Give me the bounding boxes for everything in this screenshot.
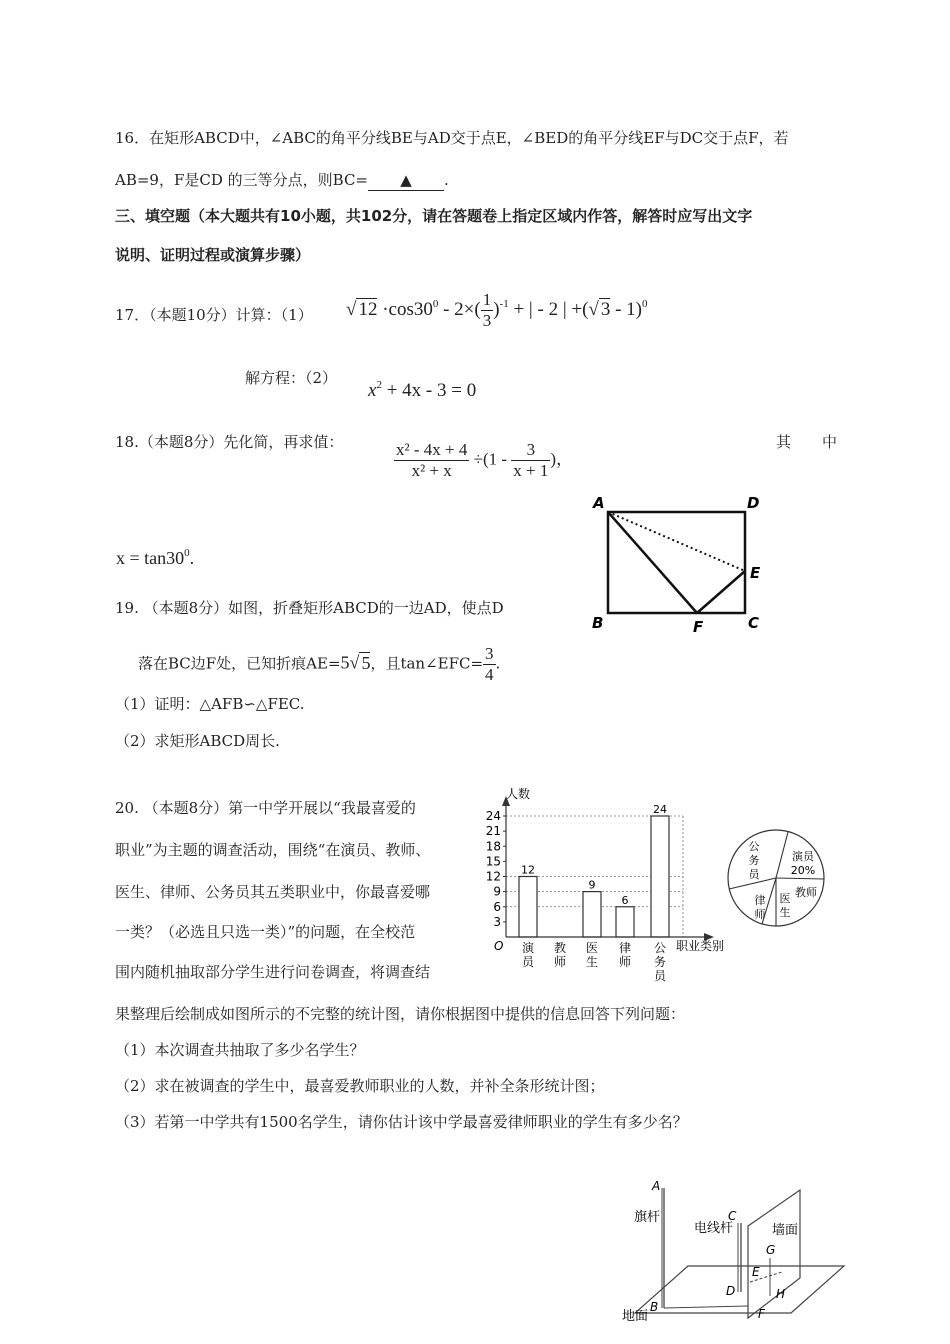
- q18-value: [116, 548, 194, 569]
- bar-value-label: 24: [653, 803, 667, 816]
- category-label: 演: [521, 941, 535, 955]
- pie-label-gongwuyuan-3: 员: [748, 868, 760, 881]
- label-a: A: [593, 494, 605, 512]
- q19-ae-value: 5√ 5: [340, 652, 371, 673]
- label-d: D: [747, 494, 760, 512]
- q18-num: x² - 4x + 4: [396, 440, 468, 459]
- bar-chart: [478, 784, 740, 984]
- segment-af: [608, 512, 697, 613]
- q19-line2-mid: ，且tan∠EFC=: [370, 654, 484, 673]
- q18-close: ): [550, 449, 557, 469]
- q17-sqrt3: 3: [600, 298, 611, 320]
- category-label: 公: [653, 941, 667, 955]
- q18-inner-fraction: [511, 440, 550, 481]
- q18-main-fraction: [394, 440, 469, 481]
- category-label: 教: [553, 941, 567, 955]
- q17-exp-neg1: -1: [499, 297, 509, 310]
- q16-line1: 16．在矩形ABCD中，∠ABC的角平分线BE与AD交于点E，∠BED的角平分线EF与DC交于点F，若: [115, 129, 789, 147]
- q19-line2-pre: 落在BC边F处，已知折痕AE=: [138, 654, 341, 673]
- q18-qi: 其: [776, 433, 792, 451]
- category-label: 生: [585, 955, 599, 969]
- wall-label: 墙面: [772, 1223, 799, 1238]
- q17-label: 17．（本题10分）计算：（1）: [115, 306, 313, 324]
- label-e-fig2: E: [752, 1265, 760, 1279]
- label-d-fig2: D: [726, 1284, 736, 1298]
- shadow-line-bf: [664, 1306, 748, 1308]
- q17-frac-den: 3: [482, 311, 492, 330]
- q20-line-5: 围内随机抽取部分学生进行问卷调查，将调查结: [115, 963, 431, 981]
- q17-fraction: [481, 290, 494, 331]
- bar-4: [616, 907, 634, 937]
- category-label: 师: [618, 955, 632, 969]
- ytick-label: 6: [493, 899, 501, 914]
- answer-blank: [368, 170, 444, 191]
- label-h-fig2: H: [776, 1287, 786, 1301]
- q16-line2: [115, 170, 449, 191]
- segment-fe: [697, 571, 745, 613]
- q20-line-1: 20. （本题8分）第一中学开展以“我最喜爱的: [115, 799, 416, 817]
- q20-sub2: （2）求在被调查的学生中，最喜爱教师职业的人数，并补全条形统计图；: [115, 1077, 605, 1095]
- bar-value-label: 6: [621, 893, 629, 907]
- ytick-label: 18: [485, 839, 501, 854]
- q18-inner-den: x + 1: [513, 461, 549, 480]
- q18-comma: ，: [556, 449, 574, 469]
- category-label: 医: [585, 941, 599, 955]
- segment-ae-dotted: [608, 512, 745, 571]
- q17-abs: + | - 2 | +(: [513, 298, 589, 320]
- q17-exp0: 0: [642, 297, 648, 310]
- pie-label-percent: 20%: [790, 864, 816, 877]
- category-label: 律: [618, 941, 632, 955]
- section3-heading-line2: 说明、证明过程或演算步骤）: [115, 246, 311, 264]
- category-label: 务: [653, 955, 667, 969]
- origin-label: O: [494, 939, 504, 953]
- q19-ae-coef: 5: [340, 652, 350, 673]
- pie-label-jiaoshi: 教师: [795, 886, 817, 899]
- category-label: 师: [553, 955, 567, 969]
- pole-label: 电线杆: [694, 1221, 734, 1236]
- q19-line1: 19. （本题8分）如图，折叠矩形ABCD的一边AD，使点D: [115, 599, 504, 617]
- q17-eq-rest: + 4x - 3 = 0: [386, 380, 477, 401]
- q18-expression: [394, 440, 573, 481]
- category-label: 员: [653, 969, 667, 983]
- label-f: F: [693, 618, 704, 632]
- q16-period: .: [444, 171, 449, 189]
- pie-label-yisheng-1: 医: [779, 892, 791, 905]
- ytick-label: 9: [493, 884, 501, 899]
- q18-label: 18.（本题8分）先化简，再求值：: [115, 433, 344, 451]
- q17-eq-x: x: [368, 380, 377, 401]
- q19-tan-den: 4: [485, 665, 494, 684]
- pie-label-gongwuyuan-1: 公: [748, 840, 760, 853]
- bar-value-label: 12: [521, 863, 535, 877]
- label-e: E: [750, 564, 761, 582]
- label-f-fig2: F: [758, 1307, 765, 1321]
- q17-frac-num: 1: [482, 290, 492, 309]
- q17-eq-sq: 2: [376, 379, 382, 391]
- q20-line-6: 果整理后绘制成如图所示的不完整的统计图，请你根据图中提供的信息回答下列问题：: [115, 1005, 686, 1023]
- category-label: 员: [521, 955, 535, 969]
- label-b: B: [592, 614, 604, 632]
- q20-line-4: 一类？（必选且只选一类）”的问题，在全校范: [115, 923, 416, 941]
- bar-1: [519, 877, 537, 938]
- flagpole-figure: [600, 1168, 850, 1340]
- ytick-label: 15: [485, 854, 501, 869]
- ytick-label: 12: [485, 869, 501, 884]
- label-b-fig2: B: [650, 1300, 659, 1314]
- pie-chart: [724, 826, 828, 930]
- bar-3: [583, 892, 601, 937]
- x-axis-label: 职业类别: [676, 939, 725, 953]
- label-c: C: [748, 614, 760, 632]
- ytick-label: 3: [493, 914, 501, 929]
- q19-rectangle-figure: [585, 492, 775, 632]
- q19-sub2: （2）求矩形ABCD周长.: [115, 732, 280, 750]
- q16-line2-text: AB=9，F是CD 的三等分点，则BC=: [115, 171, 368, 189]
- pie-label-lvshi-2: 师: [754, 908, 766, 921]
- q18-value-dot: .: [189, 548, 195, 568]
- label-c-fig2: C: [728, 1209, 737, 1223]
- q19-line2-end: .: [495, 654, 501, 673]
- bar-chart-categories: [522, 940, 667, 983]
- q17-deg: 0: [432, 297, 439, 310]
- label-a-fig2: A: [652, 1179, 661, 1193]
- q18-zhong: 中: [822, 433, 838, 451]
- q17-sqrt12: 12: [358, 298, 378, 320]
- q18-value-text: x = tan30: [116, 548, 185, 568]
- q20-line-3: 医生、律师、公务员其五类职业中，你最喜爱哪: [115, 883, 431, 901]
- q20-sub3: （3）若第一中学共有1500名学生，请你估计该中学最喜爱律师职业的学生有多少名？: [115, 1113, 688, 1131]
- q18-value-deg: 0: [184, 547, 190, 559]
- pie-label-yanyuan: 演员: [792, 850, 814, 863]
- q20-sub1: （1）本次调查共抽取了多少名学生？: [115, 1041, 365, 1059]
- bar-chart-yticks: [486, 809, 506, 929]
- q19-sub1: （1）证明：△AFB∽△FEC.: [115, 695, 305, 713]
- section3-heading-line1: 三、填空题（本大题共有10小题，共102分，请在答题卷上指定区域内作答，解答时应写出文字: [115, 207, 753, 225]
- pie-label-yisheng-2: 生: [779, 906, 791, 919]
- q17-cos: ·cos30: [382, 298, 433, 320]
- y-axis-label: 人数: [506, 787, 531, 801]
- q19-ae-sqrt: 5: [361, 652, 371, 673]
- q18-den: x² + x: [411, 461, 452, 480]
- q17-expression-1: √ $12 \cdot\cos 30^0 - 2\times$( $\frac{1}{3}$ )$^{-1}$ + | - 2 | +(√ 3 - 1)$^0$: [346, 290, 648, 330]
- q17-minus1: - 1): [615, 298, 643, 320]
- q17-part2-label: 解方程：（2）: [245, 369, 338, 387]
- bar-5: [651, 816, 669, 937]
- ground-label: 地面: [622, 1309, 649, 1324]
- bar-chart-bars: [519, 803, 669, 937]
- label-g-fig2: G: [766, 1243, 776, 1257]
- triangle-mark-icon: ▲: [400, 171, 412, 189]
- ytick-label: 21: [485, 824, 501, 839]
- q19-line2: [138, 644, 500, 685]
- q19-tan-num: 3: [485, 644, 494, 663]
- pie-label-lvshi-1: 律: [754, 894, 766, 907]
- q18-div: ÷(1 -: [473, 449, 508, 469]
- pie-label-gongwuyuan-2: 务: [748, 854, 760, 867]
- flagpole-label: 旗杆: [634, 1210, 661, 1225]
- bar-value-label: 9: [588, 878, 596, 892]
- ytick-label: 24: [485, 809, 501, 823]
- q18-inner-num: 3: [511, 440, 550, 461]
- q19-tan-fraction: [483, 644, 496, 685]
- q17-equation-2: [368, 380, 476, 402]
- q20-line-2: 职业”为主题的调查活动，围绕“在演员、教师、: [115, 841, 431, 859]
- q17-minus2: - 2×(: [443, 298, 481, 320]
